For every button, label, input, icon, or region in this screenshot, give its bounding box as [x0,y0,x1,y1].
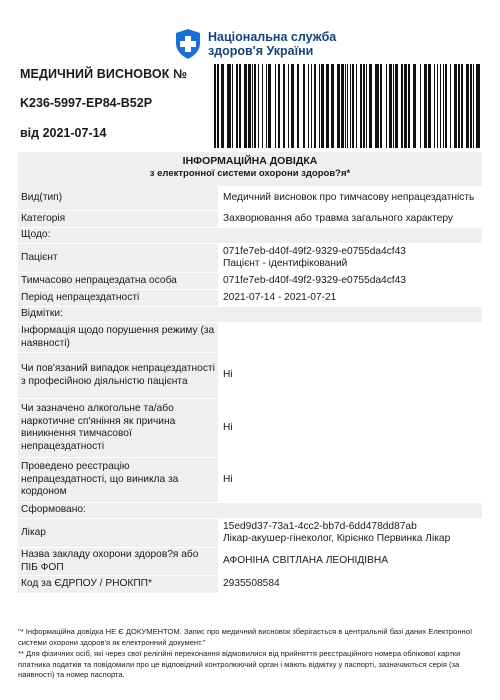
logo-line-2: здоров'я України [208,44,314,58]
barcode-bar [232,64,233,148]
barcode-bar [363,64,365,148]
patient-id: 071fe7eb-d40f-49f2-9329-e0755da4cf43 [223,245,406,257]
row-value: 071fe7eb-d40f-49f2-9329-e0755da4cf43 [218,273,482,289]
table-row-patient [18,244,482,273]
barcode-bar [217,64,219,148]
barcode-bar [236,64,238,148]
barcode [214,64,480,148]
row-label: Чи зазначено алкогольне та/або наркотичне сп'яніння як причина виникнення тимчасової непрацездатності [21,403,176,452]
barcode-bar [239,64,241,148]
barcode-bar [268,64,271,148]
document-date: від 2021-07-14 [20,126,107,140]
row-label: Чи пов'язаний випадок непрацездатності з професійною діяльністю пацієнта [21,363,215,387]
barcode-bar [424,64,427,148]
barcode-bar [303,64,305,148]
barcode-bar [408,64,410,148]
row-label: Назва закладу охорони здоров?я або ПІБ ФОП [21,549,199,573]
info-subtitle: з електронної системи охорони здоров?я* [149,168,351,179]
row-value: 2021-07-14 - 2021-07-21 [218,290,482,306]
barcode-bar [386,64,387,148]
table-row-facility [18,548,482,576]
table-row-category [18,211,482,228]
table-row-alcohol [18,399,482,458]
logo-line-1: Національна служба [208,30,337,44]
barcode-bar [254,64,256,148]
table-section-notes [18,307,482,323]
table-row-violation [18,323,482,353]
barcode-bar [350,64,351,148]
doctor-id: 15ed9d37-73a1-4cc2-bb7d-6dd478dd87ab [223,520,417,532]
section-label: Щодо: [21,229,51,241]
row-label: Тимчасово непрацездатна особа [21,274,177,286]
row-value: Ні [218,458,482,502]
row-label: Пацієнт [21,251,58,263]
row-value: Ні [218,353,482,398]
table-row-period [18,290,482,307]
table-row-occupational [18,353,482,399]
row-label: Інформація щодо порушення режиму (за наявності) [21,325,215,349]
row-value: Ні [218,399,482,457]
barcode-bar [252,64,253,148]
barcode-bar [352,64,354,148]
barcode-bar [443,64,444,148]
barcode-bar [321,64,324,148]
barcode-bar [248,64,251,148]
barcode-bar [347,64,348,148]
shield-cross-icon [174,28,202,60]
barcode-bar [437,64,438,148]
barcode-bar [266,64,267,148]
row-value [218,244,482,272]
row-label: Категорія [21,212,66,224]
barcode-bar [360,64,362,148]
barcode-bar [375,64,379,148]
row-value: АФОНІНА СВІТЛАНА ЛЕОНІДІВНА [218,548,482,575]
footnote-2: ** Для фізичних осіб, які через свої релігійні переконання відмовилися від прийняття реєстраційного номера облікової картки платника податків та повідомили про це відповідний контролюючий орган і мають відмітку у паспорті, зазначаються серія (за наявності) та номер паспорта. [18,649,461,679]
barcode-bar [458,64,460,148]
barcode-bar [473,64,474,148]
document-number: K236-5997-EP84-B52P [20,96,153,110]
barcode-bar [470,64,472,148]
barcode-bar [466,64,469,148]
barcode-bar [413,64,416,148]
info-header [18,152,482,186]
doctor-name: Лікар-акушер-гінеколог, Кірієнко Первинка Лікар [223,533,451,544]
barcode-bar [326,64,329,148]
row-value [218,519,482,547]
barcode-bar [288,64,289,148]
barcode-bar [262,64,263,148]
logo-text [208,30,336,58]
barcode-bar [214,64,216,148]
table-row-disabled-person [18,273,482,290]
barcode-bar [461,64,463,148]
barcode-bar [331,64,334,148]
row-label: Код за ЄДРПОУ / РНОКПП* [21,578,152,590]
row-value: Медичний висновок про тимчасову непрацездатність [218,186,482,210]
barcode-bar [476,64,480,148]
barcode-bar [389,64,392,148]
info-title: ІНФОРМАЦІЙНА ДОВІДКА [182,155,318,167]
table-section-regarding [18,228,482,244]
row-value: 2935508584 [218,576,482,593]
barcode-bar [227,64,231,148]
footnote-1: "* Інформаційна довідка НЕ Є ДОКУМЕНТОМ. Запис про медичний висновок зберігається в центральній базі даних Електронної системи охорони здоров'я як електронний документ." [18,627,473,647]
barcode-bar [283,64,285,148]
barcode-bar [369,64,372,148]
barcode-bar [450,64,451,148]
barcode-bar [308,64,309,148]
barcode-bar [356,64,357,148]
table-row-edrpou [18,576,482,594]
row-value [218,323,482,352]
document-title: МЕДИЧНИЙ ВИСНОВОК № [20,67,188,81]
barcode-bar [440,64,441,148]
barcode-bar [366,64,367,148]
row-label: Вид(тип) [21,191,63,203]
barcode-bar [345,64,346,148]
table-section-formed [18,503,482,519]
footnotes [18,627,482,682]
section-label: Відмітки: [21,308,63,320]
info-table [18,186,482,594]
row-label: Період непрацездатності [21,291,140,303]
row-label: Проведено реєстрацію непрацездатності, що виникла за кордоном [21,461,179,498]
barcode-bar [278,64,280,148]
barcode-bar [221,64,224,148]
barcode-bar [434,64,435,148]
table-row-type [18,186,482,211]
barcode-bar [314,64,316,148]
barcode-bar [428,64,431,148]
table-row-abroad [18,458,482,503]
barcode-bar [380,64,382,148]
table-row-doctor [18,519,482,548]
barcode-bar [258,64,259,148]
row-label: Лікар [21,526,46,538]
barcode-bar [401,64,403,148]
nszu-logo [174,26,354,62]
barcode-bar [297,64,299,148]
barcode-bar [420,64,421,148]
patient-status: Пацієнт - ідентифікований [223,258,348,269]
barcode-bar [395,64,398,148]
row-value: Захворювання або травма загального характеру [218,211,482,227]
barcode-bar [445,64,447,148]
barcode-bar [319,64,320,148]
barcode-bar [275,64,276,148]
barcode-bar [454,64,457,148]
barcode-bar [311,64,312,148]
barcode-bar [404,64,407,148]
barcode-bar [337,64,340,148]
barcode-bar [244,64,247,148]
barcode-bar [291,64,294,148]
barcode-bar [393,64,394,148]
barcode-bar [341,64,344,148]
section-label: Сформовано: [21,504,86,516]
